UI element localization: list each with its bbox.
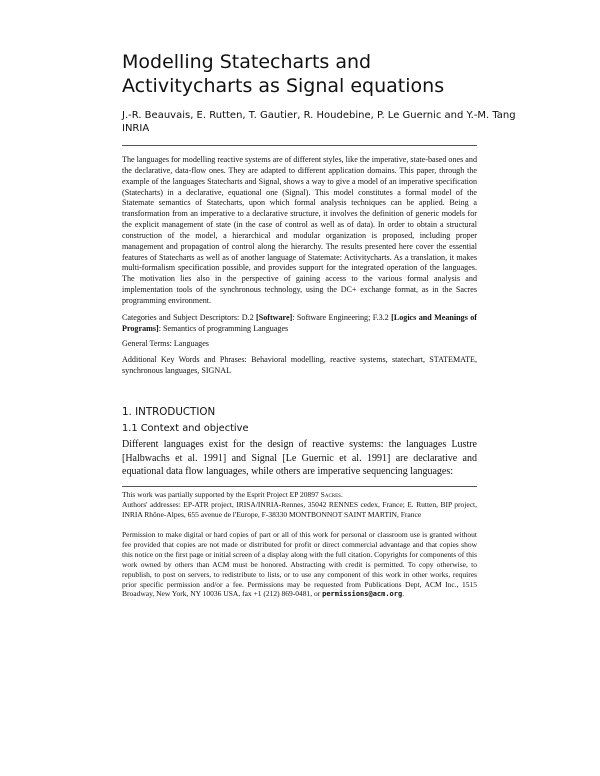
funding-prefix: This work was partially supported by the Esprit Project EP 20897 [122,490,321,499]
permission-end: . [402,589,405,599]
funding-suffix: . [340,490,343,499]
addresses-footnote: Authors' addresses: EP-ATR project, IRISA/INRIA-Rennes, 35042 RENNES cedex, France; E. Rutten, BIP project, INRIA Rhône-Alpes, 655 avenue de l'Europe, F-38330 MONTBONNOT SAINT MARTIN, France [122,500,477,519]
section-heading-introduction: 1. INTRODUCTION [122,406,216,418]
author-affiliation: INRIA [122,123,150,134]
categories-descriptors [122,313,477,335]
paper-title: Modelling Statecharts and Activitycharts as Signal equations [122,51,445,97]
permission-footnote [122,530,477,600]
categories-middle: : Software Engineering; F.3.2 [292,313,392,322]
subsection-heading-context: 1.1 Context and objective [122,423,249,434]
author-list: J.-R. Beauvais, E. Rutten, T. Gautier, R. Houdebine, P. Le Guernic and Y.-M. Tang [122,110,516,121]
funding-footnote [122,490,477,500]
categories-logics: [Logics and Meanings of Programs] [122,313,477,333]
introduction-paragraph: Different languages exist for the design of reactive systems: the languages Lustre [Halbwachs et al. 1991] and Signal [Le Guernic et al. 1991] are declarative and equational data flow languages, while others are imperative sequencing languages: [122,439,477,478]
categories-prefix: Categories and Subject Descriptors: D.2 [122,313,257,322]
permission-email: permissions@acm.org [322,590,403,599]
categories-suffix: : Semantics of programming Languages [158,323,289,333]
categories-software: [Software] [256,313,293,322]
footnote-rule [122,486,477,487]
funding-project: Sacres [320,490,341,499]
general-terms: General Terms: Languages [122,339,209,348]
abstract-top-rule [122,145,477,146]
keywords: Additional Key Words and Phrases: Behavioral modelling, reactive systems, statechart, STATEMATE, synchronous languages, SIGNAL [122,355,477,375]
permission-text: Permission to make digital or hard copies of part or all of this work for personal or classroom use is granted without fee provided that copies are not made or distributed for profit or direct commercial advantage and that copies show this notice on the first page or initial screen of a display along with the full citation. Copyrights for components of this work owned by others than ACM must be honored. Abstracting with credit is permitted. To copy otherwise, to republish, to post on servers, to redistribute to lists, or to use any component of this work in other works, requires prior specific permission and/or a fee. Permissions may be requested from Publications Dept, ACM Inc., 1515 Broadway, New York, NY 10036 USA, fax +1 (212) 869-0481, or [122,530,477,599]
abstract-text: The languages for modelling reactive systems are of different styles, like the imperative, state-based ones and the declarative, data-flow ones. They are adapted to different application domains. This paper, through the example of the languages Statecharts and Signal, shows a way to give a model of an imperative specification (Statecharts) in a declarative, equational one (Signal). This model constitutes a formal model of the Statemate semantics of Statecharts, upon which formal analysis techniques can be applied. Being a transformation from an imperative to a declarative structure, it involves the definition of generic models for the explicit management of state (in the case of control as well as of data). In order to obtain a structural construction of the model, a hierarchical and modular organization is proposed, including proper management and propagation of control along the hierarchy. The results presented here cover the essential features of Statecharts as well as of another language of Statemate: Activitycharts. As a translation, it makes multi-formalism specification possible, and provides support for the integrated operation of the languages. The motivation lies also in the perspective of gaining access to the various formal analysis and implementation tools of the synchronous technology, using the DC+ exchange format, as in the Sacres programming environment. [122,155,477,305]
